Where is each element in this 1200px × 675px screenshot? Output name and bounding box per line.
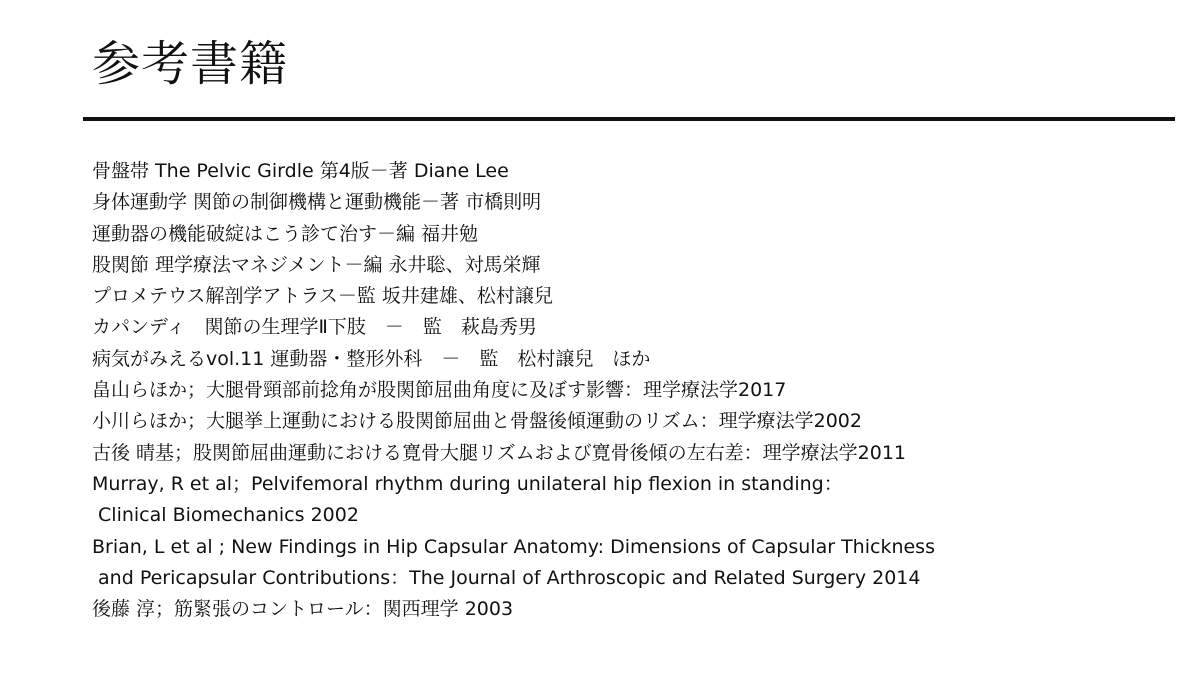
reference-line: Brian, L et al ; New Findings in Hip Capsular Anatomy: Dimensions of Capsular Thickness	[92, 535, 935, 558]
reference-list	[92, 156, 1182, 625]
reference-line: 病気がみえるvol.11 運動器・整形外科 － 監 松村譲兒 ほか	[92, 347, 651, 370]
reference-line: プロメテウス解剖学アトラス－監 坂井建雄、松村譲兒	[92, 285, 553, 308]
reference-line: 小川らほか；大腿挙上運動における股関節屈曲と骨盤後傾運動のリズム：理学療法学2002	[92, 410, 862, 433]
reference-line: Murray, R et al；Pelvifemoral rhythm during unilateral hip flexion in standing：	[92, 472, 843, 495]
reference-line-continuation: Clinical Biomechanics 2002	[92, 504, 359, 527]
reference-line: 後藤 淳；筋緊張のコントロール：関西理学 2003	[92, 598, 514, 621]
reference-line: 身体運動学 関節の制御機構と運動機能－著 市橋則明	[92, 191, 542, 214]
reference-line: 股関節 理学療法マネジメント－編 永井聡、対馬栄輝	[92, 253, 541, 276]
reference-line: カパンディ 関節の生理学Ⅱ下肢 － 監 萩島秀男	[92, 316, 537, 339]
reference-line: 骨盤帯 The Pelvic Girdle 第4版－著 Diane Lee	[92, 160, 509, 182]
reference-line: 古後 晴基；股関節屈曲運動における寛骨大腿リズムおよび寛骨後傾の左右差：理学療法学2011	[92, 441, 907, 464]
reference-line-continuation: and Pericapsular Contributions：The Journal of Arthroscopic and Related Surgery 2014	[92, 566, 921, 589]
title-divider	[83, 117, 1175, 121]
reference-line: 畠山らほか；大腿骨頸部前捻角が股関節屈曲角度に及ぼす影響：理学療法学2017	[92, 379, 787, 402]
reference-line: 運動器の機能破綻はこう診て治す－編 福井勉	[92, 222, 479, 245]
page-title: 参考書籍	[92, 36, 289, 92]
